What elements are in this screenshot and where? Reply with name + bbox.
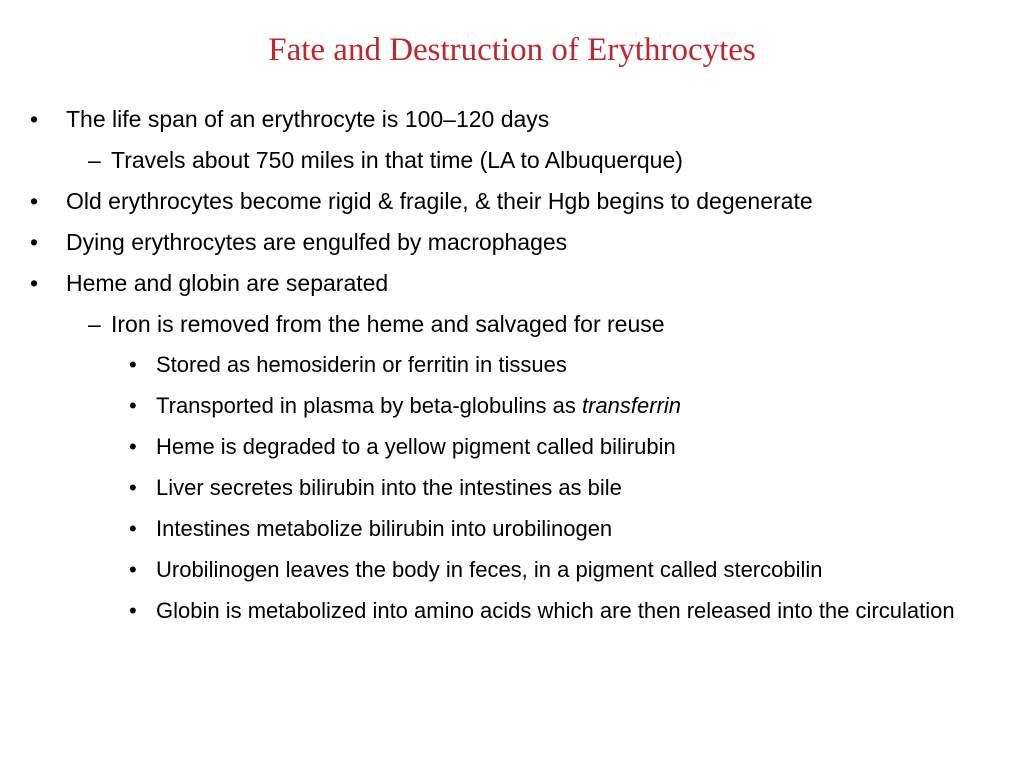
small-bullet-marker: • [129, 557, 137, 582]
sub-sub-bullet-text: Intestines metabolize bilirubin into urobilinogen [156, 516, 613, 541]
small-bullet-marker: • [129, 598, 137, 623]
slide-title: Fate and Destruction of Erythrocytes [268, 32, 756, 68]
bullet-text: Dying erythrocytes are engulfed by macrophages [66, 229, 568, 255]
small-bullet-marker: • [129, 516, 137, 541]
sub-sub-bullet-text: Liver secretes bilirubin into the intestines as bile [156, 475, 622, 500]
sub-sub-bullet-text: Globin is metabolized into amino acids which are then released into the circulation [156, 598, 955, 623]
dash-marker: – [88, 311, 101, 337]
bullet-marker: • [30, 106, 39, 132]
sub-bullet-text: Travels about 750 miles in that time (LA to Albuquerque) [111, 147, 683, 173]
small-bullet-marker: • [129, 434, 137, 459]
small-bullet-marker: • [129, 352, 137, 377]
bullet-marker: • [30, 270, 39, 296]
sub-sub-bullet-text: Stored as hemosiderin or ferritin in tissues [156, 352, 567, 377]
sub-sub-bullet-text: Urobilinogen leaves the body in feces, in a pigment called stercobilin [156, 557, 823, 582]
sub-sub-bullet-text-plain: Transported in plasma by beta-globulins as [156, 393, 582, 418]
emphasized-term: transferrin [581, 393, 682, 418]
bullet-marker: • [30, 188, 39, 214]
bullet-text: Old erythrocytes become rigid & fragile, & their Hgb begins to degenerate [66, 188, 813, 214]
sub-sub-bullet-text [156, 392, 681, 420]
sub-bullet-text: Iron is removed from the heme and salvaged for reuse [111, 311, 665, 337]
bullet-marker: • [30, 229, 39, 255]
small-bullet-marker: • [129, 393, 137, 418]
sub-sub-bullet-text: Heme is degraded to a yellow pigment called bilirubin [156, 434, 676, 459]
bullet-text: Heme and globin are separated [66, 270, 389, 296]
small-bullet-marker: • [129, 475, 137, 500]
bullet-text: The life span of an erythrocyte is 100–120 days [66, 106, 550, 132]
dash-marker: – [88, 147, 101, 173]
